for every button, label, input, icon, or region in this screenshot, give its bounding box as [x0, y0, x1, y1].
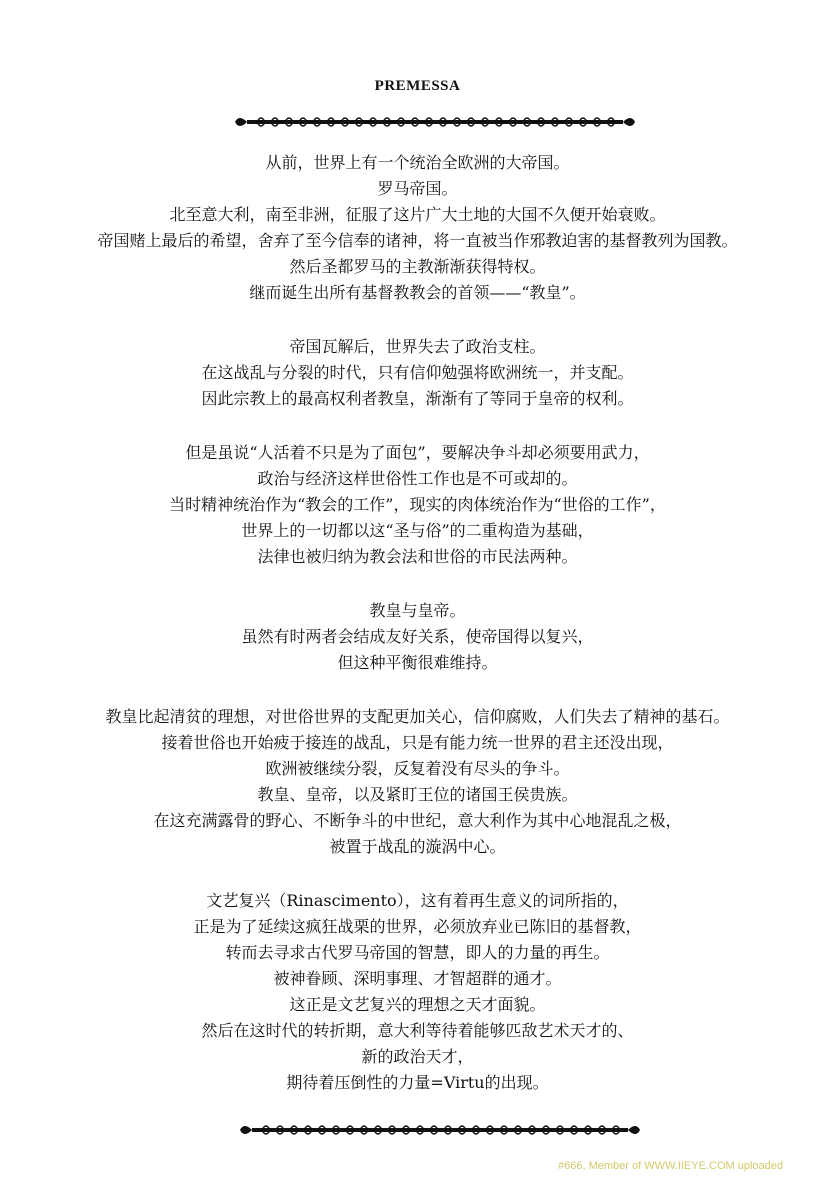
ornamental-divider-bottom — [240, 1120, 640, 1140]
text-line: 继而诞生出所有基督教教会的首领——“教皇”。 — [249, 283, 586, 302]
text-line: 然后圣都罗马的主教渐渐获得特权。 — [289, 257, 546, 276]
text-line: 文艺复兴（Rinascimento），这有着再生意义的词所指的， — [206, 891, 629, 910]
text-line: 在这战乱与分裂的时代，只有信仰勉强将欧洲统一，并支配。 — [201, 363, 634, 382]
text-line: 教皇与皇帝。 — [369, 601, 466, 620]
text-line: 被置于战乱的漩涡中心。 — [329, 837, 506, 856]
text-line: 正是为了延续这疯狂战栗的世界，必须放弃业已陈旧的基督教， — [193, 917, 642, 936]
text-line: 在这充满露骨的野心、不断争斗的中世纪，意大利作为其中心地混乱之极， — [153, 811, 682, 830]
text-line: 但这种平衡很难维持。 — [337, 653, 498, 672]
paragraph — [0, 888, 835, 1096]
paragraph — [0, 704, 835, 860]
text-line: 从前，世界上有一个统治全欧洲的大帝国。 — [265, 153, 570, 172]
text-line: 教皇比起清贫的理想，对世俗世界的支配更加关心，信仰腐败，人们失去了精神的基石。 — [105, 707, 730, 726]
text-line: 当时精神统治作为“教会的工作”，现实的肉体统治作为“世俗的工作”， — [169, 495, 666, 514]
paragraph — [0, 440, 835, 570]
text-line: 政治与经济这样世俗性工作也是不可或却的。 — [257, 469, 578, 488]
text-line: 然后在这时代的转折期，意大利等待着能够匹敌艺术天才的、 — [201, 1021, 634, 1040]
text-line: 罗马帝国。 — [377, 179, 458, 198]
text-line: 期待着压倒性的力量=Virtu的出现。 — [286, 1073, 549, 1092]
prologue-text — [0, 150, 835, 1124]
text-line: 但是虽说“人活着不只是为了面包”，要解决争斗却必须要用武力， — [185, 443, 650, 462]
text-line: 世界上的一切都以这“圣与俗”的二重构造为基础， — [241, 521, 594, 540]
text-line: 因此宗教上的最高权利者教皇，渐渐有了等同于皇帝的权利。 — [201, 389, 634, 408]
text-line: 帝国瓦解后，世界失去了政治支柱。 — [289, 337, 546, 356]
text-line: 北至意大利，南至非洲，征服了这片广大土地的大国不久便开始衰败。 — [169, 205, 666, 224]
paragraph — [0, 150, 835, 306]
text-line: 接着世俗也开始疲于接连的战乱，只是有能力统一世界的君主还没出现， — [161, 733, 674, 752]
text-line: 教皇、皇帝，以及紧盯王位的诸国王侯贵族。 — [257, 785, 578, 804]
paragraph — [0, 334, 835, 412]
upload-watermark: #666, Member of WWW.IIEYE.COM uploaded — [558, 1160, 783, 1172]
text-line: 虽然有时两者会结成友好关系，使帝国得以复兴， — [241, 627, 594, 646]
text-line: 法律也被归纳为教会法和世俗的市民法两种。 — [257, 547, 578, 566]
text-line: 转而去寻求古代罗马帝国的智慧，即人的力量的再生。 — [225, 943, 610, 962]
text-line: 被神眷顾、深明事理、才智超群的通才。 — [273, 969, 562, 988]
ornamental-divider-top — [235, 112, 635, 132]
text-line: 新的政治天才， — [361, 1047, 474, 1066]
text-line: 欧洲被继续分裂，反复着没有尽头的争斗。 — [265, 759, 570, 778]
text-line: 这正是文艺复兴的理想之天才面貌。 — [289, 995, 546, 1014]
paragraph — [0, 598, 835, 676]
text-line: 帝国赌上最后的希望，舍弃了至今信奉的诸神，将一直被当作邪教迫害的基督教列为国教。 — [97, 231, 738, 250]
page-title: PREMESSA — [374, 78, 461, 94]
